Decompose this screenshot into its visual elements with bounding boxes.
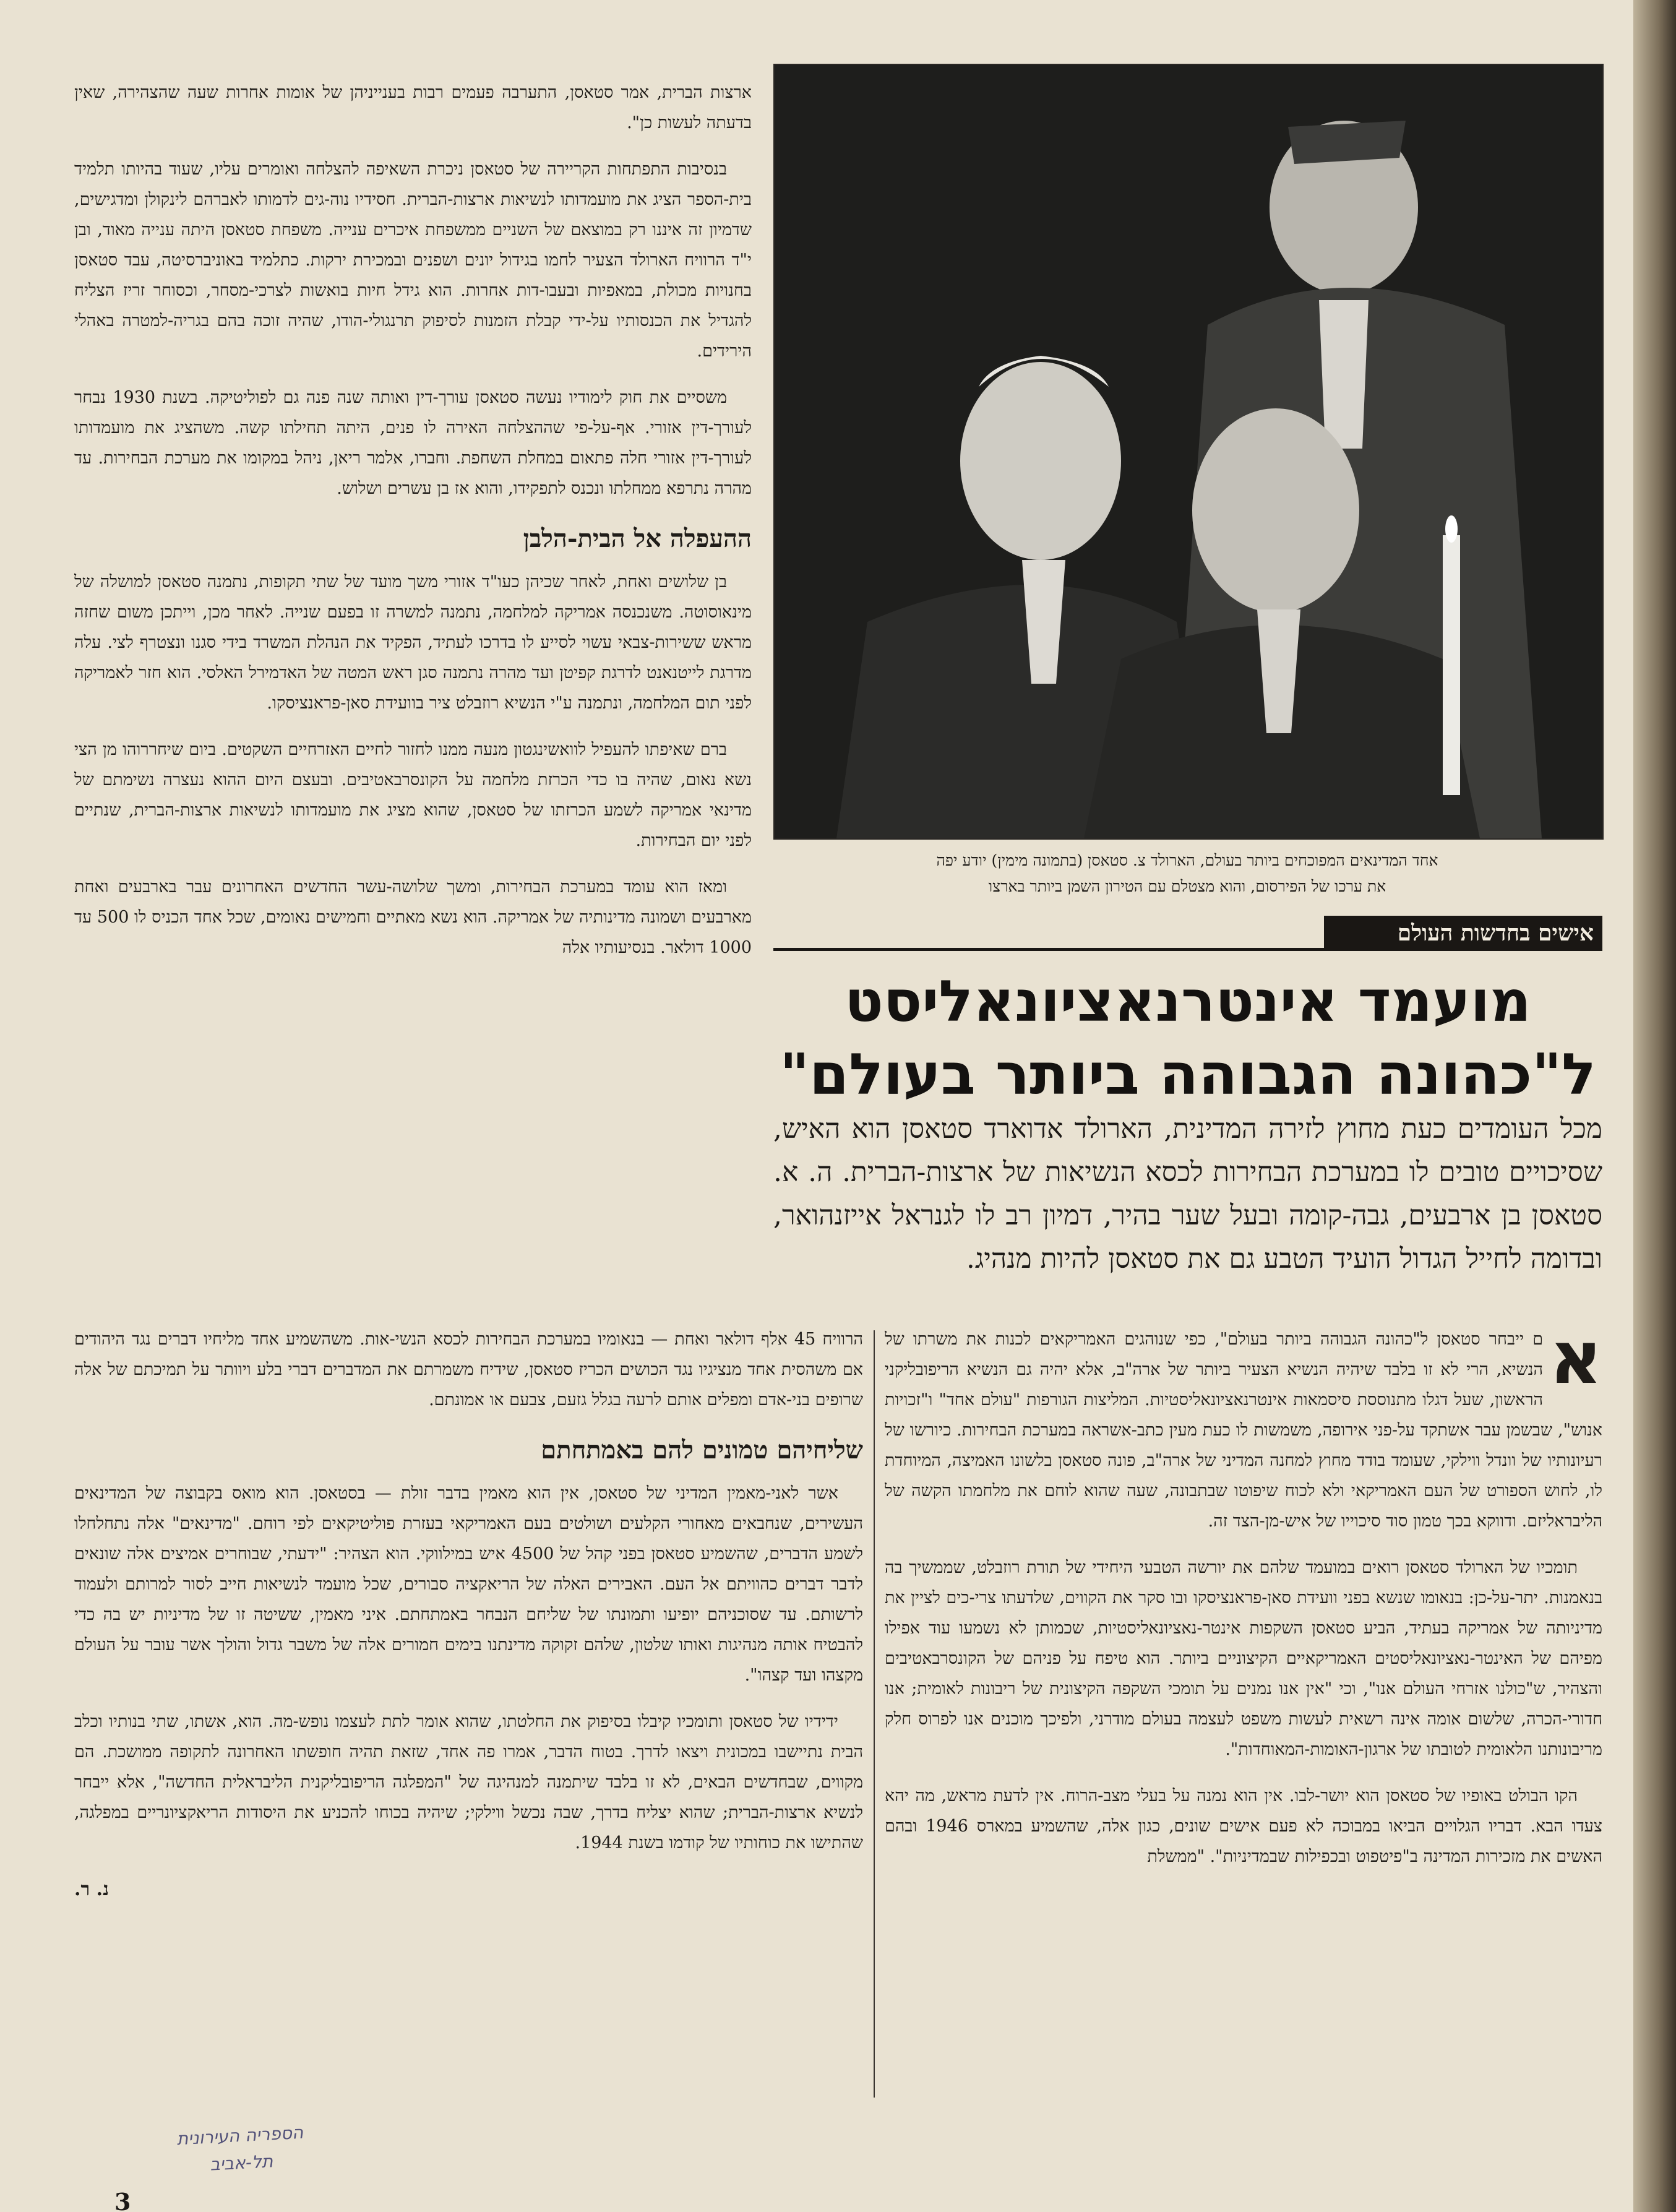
rubric-divider <box>773 948 1602 951</box>
photo-figures <box>775 65 1602 838</box>
right-paragraph: תומכיו של הארולד סטאסן רואים במועמד שלהם את יורשה הטבעי היחידי של תורת רוזבלט, שממשיך בה בנאמנות. יתר-על-כן: בנאומו שנשא בפני וועידת סאן-פראנציסקו ובו סקר את הקווים, שלדעתו צרי-כים לציין את מדיניותה של אמריקה בעתיד, הביע סטאסן השקפות אינטר-נאציונאליסטיות, שכמותן לא נשמעו עוד אפילו מפיהם של האינטר-נאציונאליסטים האמריקאיים הקיצוניים ביותר. הוא טיפח על פניהם של הקונסרבאטיבים והצהיר, ש"כולנו אזרחי העולם אנו", וכי "אין אנו נמנים על תומכי השקפה הקיצונית של ריבונות לאומית; אנו חדורי-הכרה, שלשום אומה אינה רשאית לעשות משפט לעצמה בעולם מודרני, ולפיכך מוכנים אנו לפרוס חלק מריבונותנו הלאומית לטובתו של ארגון-האומות-המאוחדות". <box>885 1558 1602 1759</box>
section-subhead: ההעפלה אל הבית-הלבן <box>523 524 752 553</box>
left-man-head <box>960 362 1121 560</box>
library-stamp <box>156 2118 327 2201</box>
right-paragraph <box>885 1324 1602 1536</box>
right-man-head <box>1192 408 1359 613</box>
author-signature: נ. ר. <box>74 1878 109 1900</box>
bottom-left-paragraph: ידידיו של סטאסן ותומכיו קיבלו בסיפוק את החלטתו, שהוא אומר לתת לעצמו נופש-מה. הוא, אשתו, שתי בנותיו וכלב הבית נתיישבו במכונית ויצאו לדרך. בטוח הדבר, אמרו פה אחד, שזאת תהיה חופשתו האחרונה לתקופה ממושכת. הם מקווים, שבחדשים הבאים, לא זו בלבד שיתמנה למנהיגה של "המפלגה הריפובליקנית הליבראלית החדשה", אלא ייבחר לנשיא ארצות-הברית; שהוא יצליח בדרך, שבה נכשל ווילקי; שיהיה בכוחו להכניע את היסודות הריאקציונריים במפלגה, שהתישו את כוחותיו של קודמו בשנת 1944. <box>74 1712 863 1853</box>
left-paragraph: ארצות הברית, אמר סטאסן, התערבה פעמים רבות בענייניהן של אומות אחרות שעה שהצהירה, שאין בדעתה לעשות כן". <box>74 83 752 132</box>
stamp-line: הספריה העירונית <box>176 2122 304 2150</box>
caption-line: אחד המדינאים המפוכחים ביותר בעולם, הארולד צ. סטאסן (בתמונה מימין) יודע יפה <box>936 851 1438 869</box>
bottom-left-paragraph: הרוויח 45 אלף דולאר ואחת — בנאומיו במערכת הבחירות לכסא הנשי-אות. משהשמיע אחד מליחיו דברים נגד היהודים אם משהסית אחד מנציגיו נגד הכושים הכריז סטאסן, שידיח משמרתם את המדברים דברי בלע ויוותר על תמיכתם של אלה שרופים בני-אדם ומפלים אותם לרעה בגלל גזעם, צבעם או אמונתם. <box>74 1330 863 1409</box>
left-paragraph: משסיים את חוק לימודיו נעשה סטאסן עורך-דין ואותה שנה פנה גם לפוליטיקה. בשנת 1930 נבחר לעורך-דין אזורי. אף-על-פי שההצלחה האירה לו פנים, היתה תחילתו קשה. משהציג את מועמדותו לעורך-דין אזורי חלה פתאום במחלת השחפת. וחברו, אלמר ריאן, ניהל במקומו את מערכת הבחירות. עד מהרה נתרפא ממחלתו ונכנס לתפקידו, והוא אז בן עשרים ושלוש. <box>74 388 752 498</box>
section-subhead: שליחיהם טמונים להם באמתחתם <box>541 1435 863 1465</box>
bottom-left-column <box>74 1324 863 2098</box>
section-rubric: אישים בחדשות העולם <box>1324 916 1602 950</box>
drop-cap: א <box>1549 1324 1602 1400</box>
binding-spine <box>1633 0 1676 2212</box>
photo-caption <box>773 848 1601 900</box>
left-paragraph: בן שלושים ואחת, לאחר שכיהן כעו"ד אזורי משך מועד של שתי תקופות, נתמנה סטאסן למושלה של מינאוסוטה. משנכנסה אמריקה למלחמה, נתמנה למשרה זו בפעם שנייה. לאחר מכן, וייתכן משום שחזה מראש ששירות-צבאי עשוי לסייע לו בדרכו לעתיד, הפקיד את הנהלת המשרד בידי סגנו ונצטרף לצי. עלה מדרגת לייטנאנט לדרגת קפיטן ועד מהרה נתמנה סגן ראש המטה של האדמירל האלסי. הוא חזר לאמריקה לפני תום המלחמה, ונתמנה ע"י הנשיא רוזבלט ציר בוועידת סאן-פראנציסקו. <box>74 572 752 713</box>
article-headline: מועמד אינטרנאציונאליסט ל"כהונה הגבוהה ביותר בעולם" <box>780 968 1596 1108</box>
right-paragraph-text: ם ייבחר סטאסן ל"כהונה הגבוהה ביותר בעולם", כפי שנוהגים האמריקאים לכנות את משרתו של הנשיא, הרי לא זו בלבד שיהיה הנשיא הצעיר ביותר של ארה"ב, אלא יהיה גם הנשיא הריפובליקני הראשון, שעל דגלו מתנוססת סיסמאות אינטרנאציונאליסטיות. המליצות הגורפות "עולם אחד" ו"זכויות אנוש", שבשמן עבר אשתקד על-פני אירופה, משמשות לו כעת מעין כתב-אשראה במערכת הבחירות. כיורשו של רעיונותיו של וונדל ווילקי, שעומד בודד מחוץ למחנה המדיני של ארה"ב, פונה סטאסן בלשונו האמיצה, המיוחדת לו, לחוש הספורט של העם האמריקאי ולא לכוח שיפוטו שבתבונה, שעה שהוא לוחם את מלחמתו הקשה של הליבראליזם. ודווקא בכך טמון סוד סיכוייו של איש-מן-הצד זה. <box>885 1330 1602 1531</box>
article-lead: מכל העומדים כעת מחוץ לזירה המדינית, הארולד אדוארד סטאסן הוא האיש, שסיכויים טובים לו במערכת הבחירות לכסא הנשיאות של ארצות-הברית. ה. א. סטאסן בן ארבעים, גבה-קומה ובעל שער בהיר, דמיון רב לו לגנראל אייזנהואר, ובדומה לחייל הגדול הועיד הטבע גם את סטאסן להיות מנהיג. <box>773 1113 1602 1275</box>
bottom-left-paragraph: אשר לאני-מאמין המדיני של סטאסן, אין הוא מאמין בדבר זולת — בסטאסן. הוא מואס בקבוצה של המדינאים העשירים, שנחבאים מאחורי הקלעים ושולטים בעם האמריקאי בעזרת פוליטיקאים לפי רוחם. "מדינאים" אלה נתחלחלו לשמע הדברים, שהשמיע סטאסן בפני קהל של 4500 איש במילווקי. הוא הצהיר: "ידעתי, שבוחרים אמיצים אלה שונאים לדבר דברים כהוויתם אל העם. האבירים האלה של הריאקציה סבורים, שכל מועמד לנשיאות חייב לסור למרותם ולעמוד לרשותם. עד שסוכניהם יופיעו ותמונתו של שליחם הנבחר באמתחתם. איני מאמין, ששיטה זו של מדיניות יש בה כדי להבטיח אותה מנהיגות ואותו שלטון, שלהם זקוקה מדינתנו בימים חמורים אלה של משבר גדול והולך אשר עובר על העולם מקצהו ועד קצהו". <box>74 1484 863 1685</box>
left-column <box>74 77 752 1284</box>
right-column <box>885 1324 1602 2098</box>
left-paragraph: בנסיבות התפתחות הקריירה של סטאסן ניכרת השאיפה להצלחה ואומרים עליו, שעוד בהיותו תלמיד בית-הספר הציג את מועמדותו לנשיאות ארצות-הברית. חסידיו נוה-גים לדמותו לאברהם לינקולן ומדגישים, שדמיון זה איננו רק במוצאם של השניים ממשפחת איכרים ענייה. משפחת סטאסן היתה ענייה מאוד, ובן י"ד הרוויח הארולד הצעיר לחמו בגידול יונים ושפנים ובמכירת ירקות. כתלמיד באוניברסיטה, עבד סטאסן בחנויות מכולת, במאפיות ובעבו-דות אחרות. הוא גידל חיות בואשות לצרכי-מסחר, וכסוחר זריז הצליח להגדיל את הכנסותיו על-ידי קבלת הזמנות לסיפוק תרנגולי-הודו, שהיה זוכה בהם בגריה-למטרה באהלי הירידים. <box>74 160 752 361</box>
page-number: 3 <box>114 2188 131 2212</box>
left-paragraph: ברם שאיפתו להעפיל לוואשינגטון מנעה ממנו לחזור לחיים האזרחיים השקטים. ביום שיחררוהו מן הצי נשא נאום, שהיה בו כדי הכרזת מלחמה על הקונסרבאטיבים. ובעצם היום ההוא נעצרה נשימתם של מדינאי אמריקה לשמע הכרזתו של סטאסן, שהוא מציג את מועמדותו לנשיאות ארצות-הברית, שנתיים לפני יום הבחירות. <box>74 740 752 850</box>
stamp-line: תל-אביב <box>209 2151 273 2175</box>
right-paragraph: הקו הבולט באופיו של סטאסן הוא יושר-לבו. אין הוא נמנה על בעלי מצב-הרוח. אין לדעת מראש, מה יהא צעדו הבא. דבריו הגלויים הביאו במבוכה לא פעם אישים שונים, כגון אלה, שהשמיע במארס 1946 ובהם האשים את מזכירות המדינה ב"פיטפוט ובכפילות שבמדיניות". "ממשלת <box>885 1786 1602 1866</box>
news-photo <box>773 64 1604 840</box>
left-paragraph: ומאז הוא עומד במערכת הבחירות, ומשך שלושה-עשר החדשים האחרונים עבר בארבעים ואחת מארבעים ושמונה מדינותיה של אמריקה. הוא נשא מאתיים וחמישים נאומים, שכל אחד הכניס לו 500 עד 1000 דולאר. בנסיעותיו אלה <box>74 877 752 957</box>
column-divider <box>874 1330 875 2098</box>
caption-line: את ערכו של הפירסום, והוא מצטלם עם הטירון השמן ביותר בארצו <box>988 877 1386 895</box>
